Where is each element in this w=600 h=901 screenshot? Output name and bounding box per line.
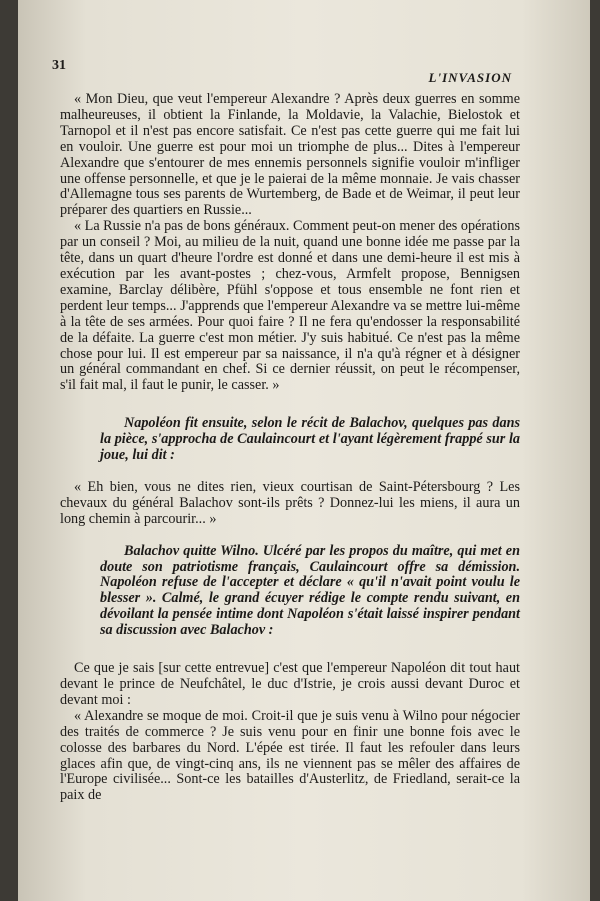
paragraph-excerpt-1: Ce que je sais [sur cette entrevue] c'est que l'empereur Napoléon dit tout haut devant le prince de Neufchâtel, le duc d'Istrie, je crois aussi devant Duroc et devant moi :: [60, 660, 520, 708]
body-text: [60, 92, 520, 804]
paragraph-narration-1: Napoléon fit ensuite, selon le récit de Balachov, quelques pas dans la pièce, s'approcha de Caulaincourt et l'ayant légèrement frappé sur la joue, lui dit :: [100, 415, 520, 464]
paragraph-quote-1: « Mon Dieu, que veut l'empereur Alexandre ? Après deux guerres en somme malheureuses, il obtient la Finlande, la Moldavie, la Valachie, Bielostok et Tarnopol et il n'est pas encore satisfait. Ce n'est pas cette guerre qui me fait lui en vouloir. Une guerre est pour moi un triomphe de plus... Dites à l'empereur Alexandre que s'entourer de mes ennemis personnels signifie vouloir m'infliger une offense personnelle, et que je le paierai de la même monnaie. Je vais chasser d'Allemagne tous ses parents de Wurtemberg, de Bade et de Weimar, il peut leur préparer des quartiers en Russie...: [60, 91, 520, 219]
paragraph-excerpt-2: « Alexandre se moque de moi. Croit-il que je suis venu à Wilno pour négocier des traités de commerce ? Je suis venu pour en finir une bonne fois avec le colosse des barbares du Nord. L'épée est tirée. Il faut les refouler dans leurs glaces afin que, de vingt-cinq ans, ils ne viennent pas se mêler des affaires de l'Europe civilisée... Sont-ce les batailles d'Austerlitz, de Friedland, serait-ce la paix de: [60, 707, 520, 804]
paragraph-quote-3: « Eh bien, vous ne dites rien, vieux courtisan de Saint-Pétersbourg ? Les chevaux du général Balachov sont-ils prêts ? Donnez-lui les miens, il aura un long chemin à parcourir... »: [60, 478, 520, 527]
paragraph-narration-2: Balachov quitte Wilno. Ulcéré par les propos du maître, qui met en doute son patriotisme français, Caulaincourt offre sa démission. Napoléon refuse de l'accepter et déclare « qu'il n'avait point voulu le blesser ». Calmé, le grand écuyer rédige le compte rendu suivant, en dévoilant la pensée intime dont Napoléon s'était laissé inspirer pendant sa discussion avec Balachov :: [100, 542, 520, 639]
running-head: L'INVASION: [428, 70, 512, 85]
book-page: [18, 0, 590, 901]
paragraph-quote-2: « La Russie n'a pas de bons généraux. Comment peut-on mener des opérations par un conseil ? Moi, au milieu de la nuit, quand une bonne idée me passe par la tête, dans un quart d'heure l'ordre est donné et dans une demi-heure il est mis à exécution par les avant-postes ; chez-vous, Armfelt propose, Bennigsen examine, Barclay délibère, Pfühl s'oppose et tous ensemble ne font rien et perdent leur temps... J'apprends que l'empereur Alexandre va se mettre lui-même à la tête de ses armées. Pour quoi faire ? Il ne fera qu'endosser la responsabilité de la défaite. La guerre c'est mon métier. J'y suis habitué. Ce n'est pas la même chose pour lui. Il est empereur par sa naissance, il n'a qu'à régner et à désigner un général commandant en chef. Si ce dernier réussit, on peut le récompenser, s'il fait mal, il faut le punir, le casser. »: [60, 218, 520, 394]
page-number: 31: [52, 58, 66, 73]
